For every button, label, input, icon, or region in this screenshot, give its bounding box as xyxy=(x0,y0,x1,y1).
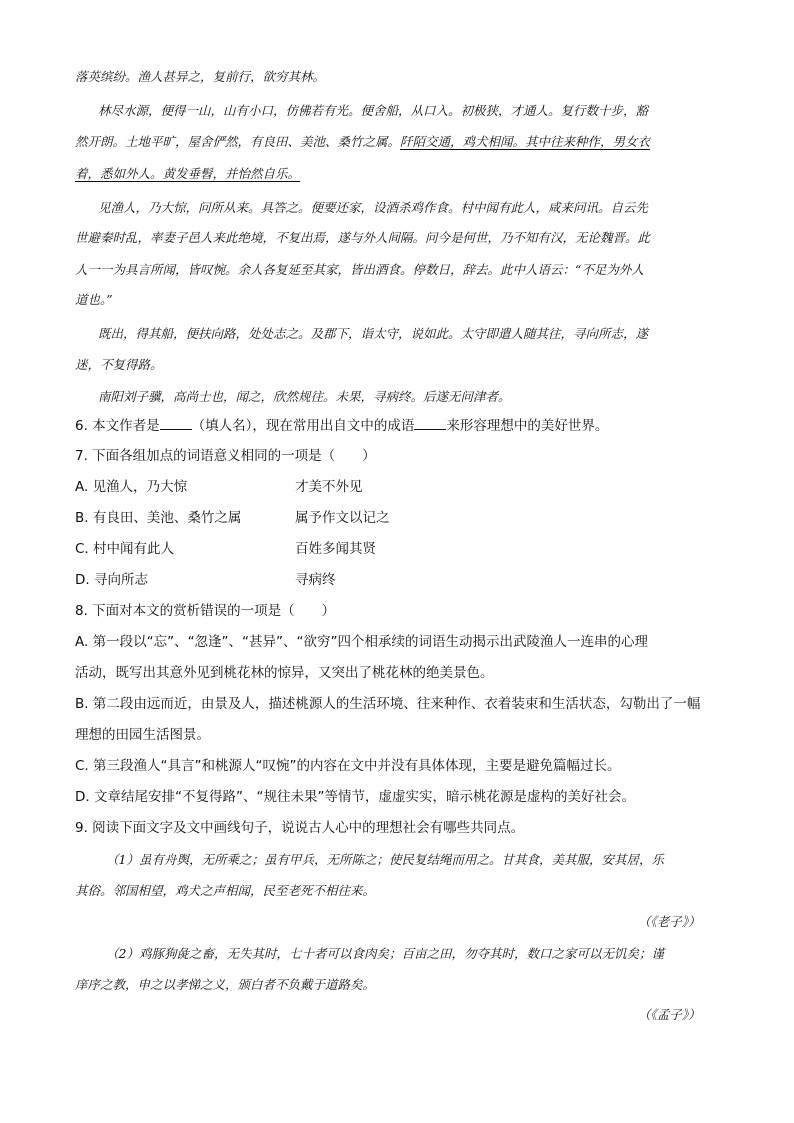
passage-line-2: 林尽水源，便得一山，山有小口，仿佛若有光。便舍船，从口入。初极狭，才通人。复行数十步，豁 xyxy=(98,103,649,118)
question-6-part-1: 6. 本文作者是 xyxy=(75,418,160,434)
question-7-option-c-left: C. 村中闻有此人 xyxy=(75,541,175,557)
excerpt-1-line-2: 其俗。邻国相望，鸡犬之声相闻，民至老死不相往来。 xyxy=(75,883,376,898)
question-7-option-a-right: 才美不外见 xyxy=(295,479,363,495)
excerpt-1-source: （《老子》） xyxy=(638,914,701,929)
passage-line-9: 既出，得其船，便扶向路，处处志之。及郡下，诣太守，说如此。太守即遣人随其往，寻向所志，遂 xyxy=(98,326,649,341)
question-7-option-d-left: D. 寻向所志 xyxy=(75,572,148,588)
question-8-option-a-line-2: 活动，既写出其意外见到桃花林的惊异，又突出了桃花林的绝美景色。 xyxy=(75,665,494,681)
excerpt-2-source: （《孟子》） xyxy=(638,1007,701,1022)
question-6-part-3: 来形容理想中的美好世界。 xyxy=(446,418,609,434)
answer-blank-idiom[interactable] xyxy=(414,418,446,430)
question-6 xyxy=(75,414,608,434)
question-7-option-b-right: 属予作文以记之 xyxy=(295,510,390,526)
question-8-option-a-line-1: A. 第一段以“忘”、“忽逢”、“甚异”、“欲穷”四个相承续的词语生动揭示出武陵渔人一连串的心理 xyxy=(75,634,649,650)
question-6-part-2: （填人名），现在常用出自文中的成语 xyxy=(191,418,415,434)
passage-line-8: 道也。” xyxy=(75,292,113,307)
answer-blank-author[interactable] xyxy=(160,418,192,430)
question-8-option-b-line-1: B. 第二段由远而近，由景及人，描述桃源人的生活环境、往来种作、衣着装束和生活状态，勾勒出了一幅 xyxy=(75,696,701,712)
passage-line-6: 世避秦时乱，率妻子邑人来此绝境，不复出焉，遂与外人间隔。问今是何世，乃不知有汉，无论魏晋。此 xyxy=(75,230,651,245)
question-7-option-d-right: 寻病终 xyxy=(295,572,336,588)
question-8-option-d: D. 文章结尾安排“不复得路”、“规往未果”等情节，虚虚实实，暗示桃花源是虚构的美好社会。 xyxy=(75,789,635,805)
passage-line-5: 见渔人，乃大惊，问所从来。具答之。便要还家，设酒杀鸡作食。村中闻有此人，咸来问讯。自云先 xyxy=(98,200,649,215)
question-7-option-a-left: A. 见渔人，乃大惊 xyxy=(75,479,188,495)
question-9-stem: 9. 阅读下面文字及文中画线句子，说说古人心中的理想社会有哪些共同点。 xyxy=(75,820,525,836)
question-8-option-c: C. 第三段渔人“具言”和桃源人“叹惋”的内容在文中并没有具体体现，主要是避免篇幅过长。 xyxy=(75,758,621,774)
passage-line-7: 人一一为具言所闻，皆叹惋。余人各复延至其家，皆出酒食。停数日，辞去。此中人语云：“不足为外人 xyxy=(75,262,644,277)
passage-line-3 xyxy=(75,132,650,150)
excerpt-2-line-1: （2）鸡豚狗彘之畜，无失其时，七十者可以食肉矣；百亩之田，勿夺其时，数口之家可以无饥矣；谨 xyxy=(106,946,664,961)
excerpt-1-line-1: （1）虽有舟舆，无所乘之；虽有甲兵，无所陈之；使民复结绳而用之。甘其食，美其服，安其居，乐 xyxy=(106,852,664,867)
passage-line-11: 南阳刘子骥，高尚士也，闻之，欣然规往。未果，寻病终。后遂无问津者。 xyxy=(98,389,511,404)
question-8-stem: 8. 下面对本文的赏析错误的一项是（ ） xyxy=(75,603,336,619)
passage-line-3-text: 然开朗。土地平旷，屋舍俨然，有良田、美池、桑竹之属。 xyxy=(75,134,401,149)
passage-line-10: 迷，不复得路。 xyxy=(75,357,163,372)
question-7-option-b-left: B. 有良田、美池、桑竹之属 xyxy=(75,510,242,526)
excerpt-2-line-2: 庠序之教，申之以孝悌之义，颁白者不负戴于道路矣。 xyxy=(75,977,376,992)
question-7-option-c-right: 百姓多闻其贤 xyxy=(295,541,376,557)
question-7-stem: 7. 下面各组加点的词语意义相同的一项是（ ） xyxy=(75,448,376,464)
passage-line-1: 落英缤纷。渔人甚异之，复前行，欲穷其林。 xyxy=(75,69,326,84)
underlined-sentence-2: 着，悉如外人。黄发垂髫，并怡然自乐。 xyxy=(75,166,301,181)
question-8-option-b-line-2: 理想的田园生活图景。 xyxy=(75,727,210,743)
underlined-sentence-1: 阡陌交通，鸡犬相闻。其中往来种作，男女衣 xyxy=(400,134,651,149)
